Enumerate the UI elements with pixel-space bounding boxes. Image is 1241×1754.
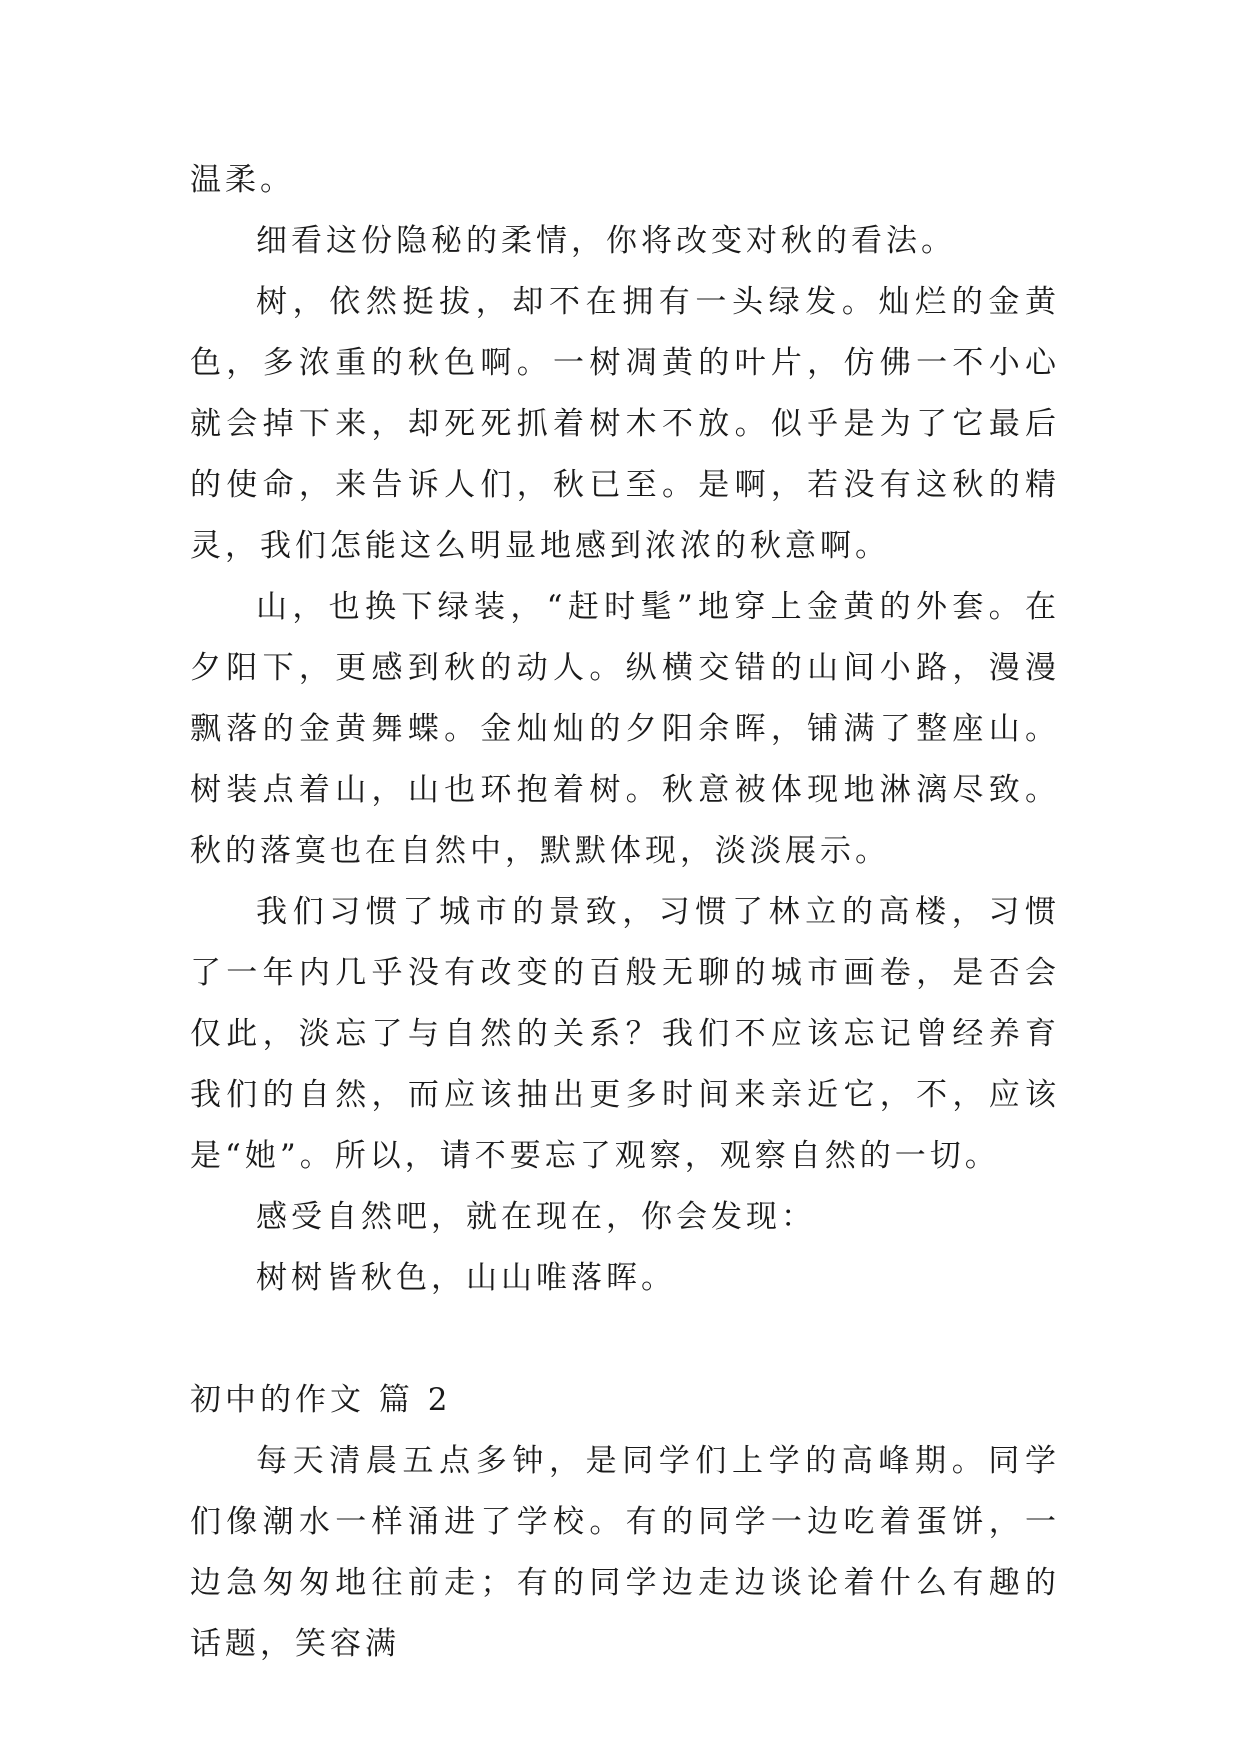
paragraph: 每天清晨五点多钟，是同学们上学的高峰期。同学们像潮水一样涌进了学校。有的同学一边吃着蛋饼，一边急匆匆地往前走；有的同学边走边谈论着什么有趣的话题，笑容满	[190, 1443, 1060, 1662]
paragraph: 树树皆秋色，山山唯落晖。	[256, 1260, 676, 1296]
paragraph: 感受自然吧，就在现在，你会发现：	[256, 1199, 816, 1235]
paragraph: 细看这份隐秘的柔情，你将改变对秋的看法。	[256, 223, 956, 259]
paragraph: 温柔。	[190, 162, 295, 198]
document-body	[190, 150, 1060, 1675]
section-title: 初中的作文 篇 2	[190, 1382, 452, 1418]
paragraph: 树，依然挺拔，却不在拥有一头绿发。灿烂的金黄色，多浓重的秋色啊。一树凋黄的叶片，仿佛一不小心就会掉下来，却死死抓着树木不放。似乎是为了它最后的使命，来告诉人们，秋已至。是啊，若没有这秋的精灵，我们怎能这么明显地感到浓浓的秋意啊。	[190, 284, 1060, 564]
paragraph: 我们习惯了城市的景致，习惯了林立的高楼，习惯了一年内几乎没有改变的百般无聊的城市画卷，是否会仅此，淡忘了与自然的关系？我们不应该忘记曾经养育我们的自然，而应该抽出更多时间来亲近它，不，应该是“她”。所以，请不要忘了观察，观察自然的一切。	[190, 894, 1060, 1174]
paragraph: 山，也换下绿装，“赶时髦”地穿上金黄的外套。在夕阳下，更感到秋的动人。纵横交错的山间小路，漫漫飘落的金黄舞蝶。金灿灿的夕阳余晖，铺满了整座山。树装点着山，山也环抱着树。秋意被体现地淋漓尽致。秋的落寞也在自然中，默默体现，淡淡展示。	[190, 589, 1060, 869]
blank-line	[190, 1309, 1060, 1370]
